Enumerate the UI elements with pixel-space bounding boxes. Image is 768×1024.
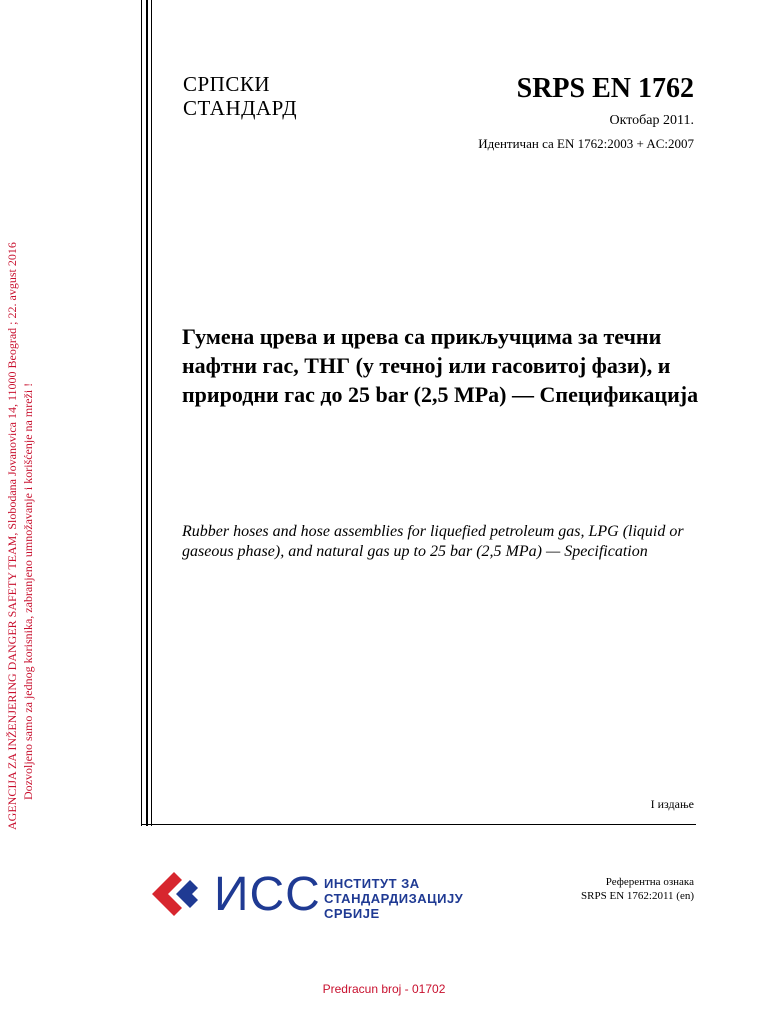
iss-logo-mark-icon xyxy=(146,862,210,926)
title-english: Rubber hoses and hose assemblies for liquefied petroleum gas, LPG (liquid or gaseous phase), and natural gas up to 25 bar (2,5 MPa) — Specification xyxy=(182,523,684,560)
left-rule-3 xyxy=(151,0,152,826)
iss-logo xyxy=(146,862,476,932)
reference-label: Референтна ознака xyxy=(605,876,694,888)
standard-code: SRPS EN 1762 xyxy=(516,73,694,104)
standard-label-line-2: СТАНДАРД xyxy=(183,96,298,120)
logo-name-line-1: ИНСТИТУТ ЗА xyxy=(324,876,420,891)
logo-name-line-3: СРБИЈЕ xyxy=(324,906,380,921)
watermark-line-2: Dozvoljeno samo za jednog korisnika, zabranjeno umnožavanje i korišćenje na mreži ! xyxy=(21,382,35,800)
standard-label xyxy=(183,72,297,120)
reference-designation xyxy=(581,875,694,903)
title-serbian: Гумена црева и црева са прикључцима за течни нафтни гас, ТНГ (у течној или гасовитој фази), и природни гас до 25 bar (2,5 MPa) — Спецификација xyxy=(182,324,699,407)
bottom-divider xyxy=(142,824,696,825)
logo-name-line-2: СТАНДАРДИЗАЦИЈУ xyxy=(324,891,464,906)
reference-value: SRPS EN 1762:2011 (en) xyxy=(581,890,694,902)
watermark-line-1: AGENCIJA ZA INŽENJERING DANGER SAFETY TEAM, Slobodana Jovanovica 14, 11000 Beograd ; 22. avgust 2016 xyxy=(5,242,19,830)
publication-date: Октобар 2011. xyxy=(609,113,694,128)
license-watermark xyxy=(4,190,36,830)
invoice-footer: Predracun broj - 01702 xyxy=(322,982,446,996)
identical-to-note: Идентичан са EN 1762:2003 + AC:2007 xyxy=(478,136,694,151)
edition-label: I издање xyxy=(650,797,694,811)
left-rule-1 xyxy=(141,0,142,826)
left-rule-2 xyxy=(146,0,148,826)
logo-abbreviation: ИСС xyxy=(214,868,321,921)
logo-institute-name xyxy=(324,876,463,921)
standard-label-line-1: СРПСКИ xyxy=(183,72,271,96)
